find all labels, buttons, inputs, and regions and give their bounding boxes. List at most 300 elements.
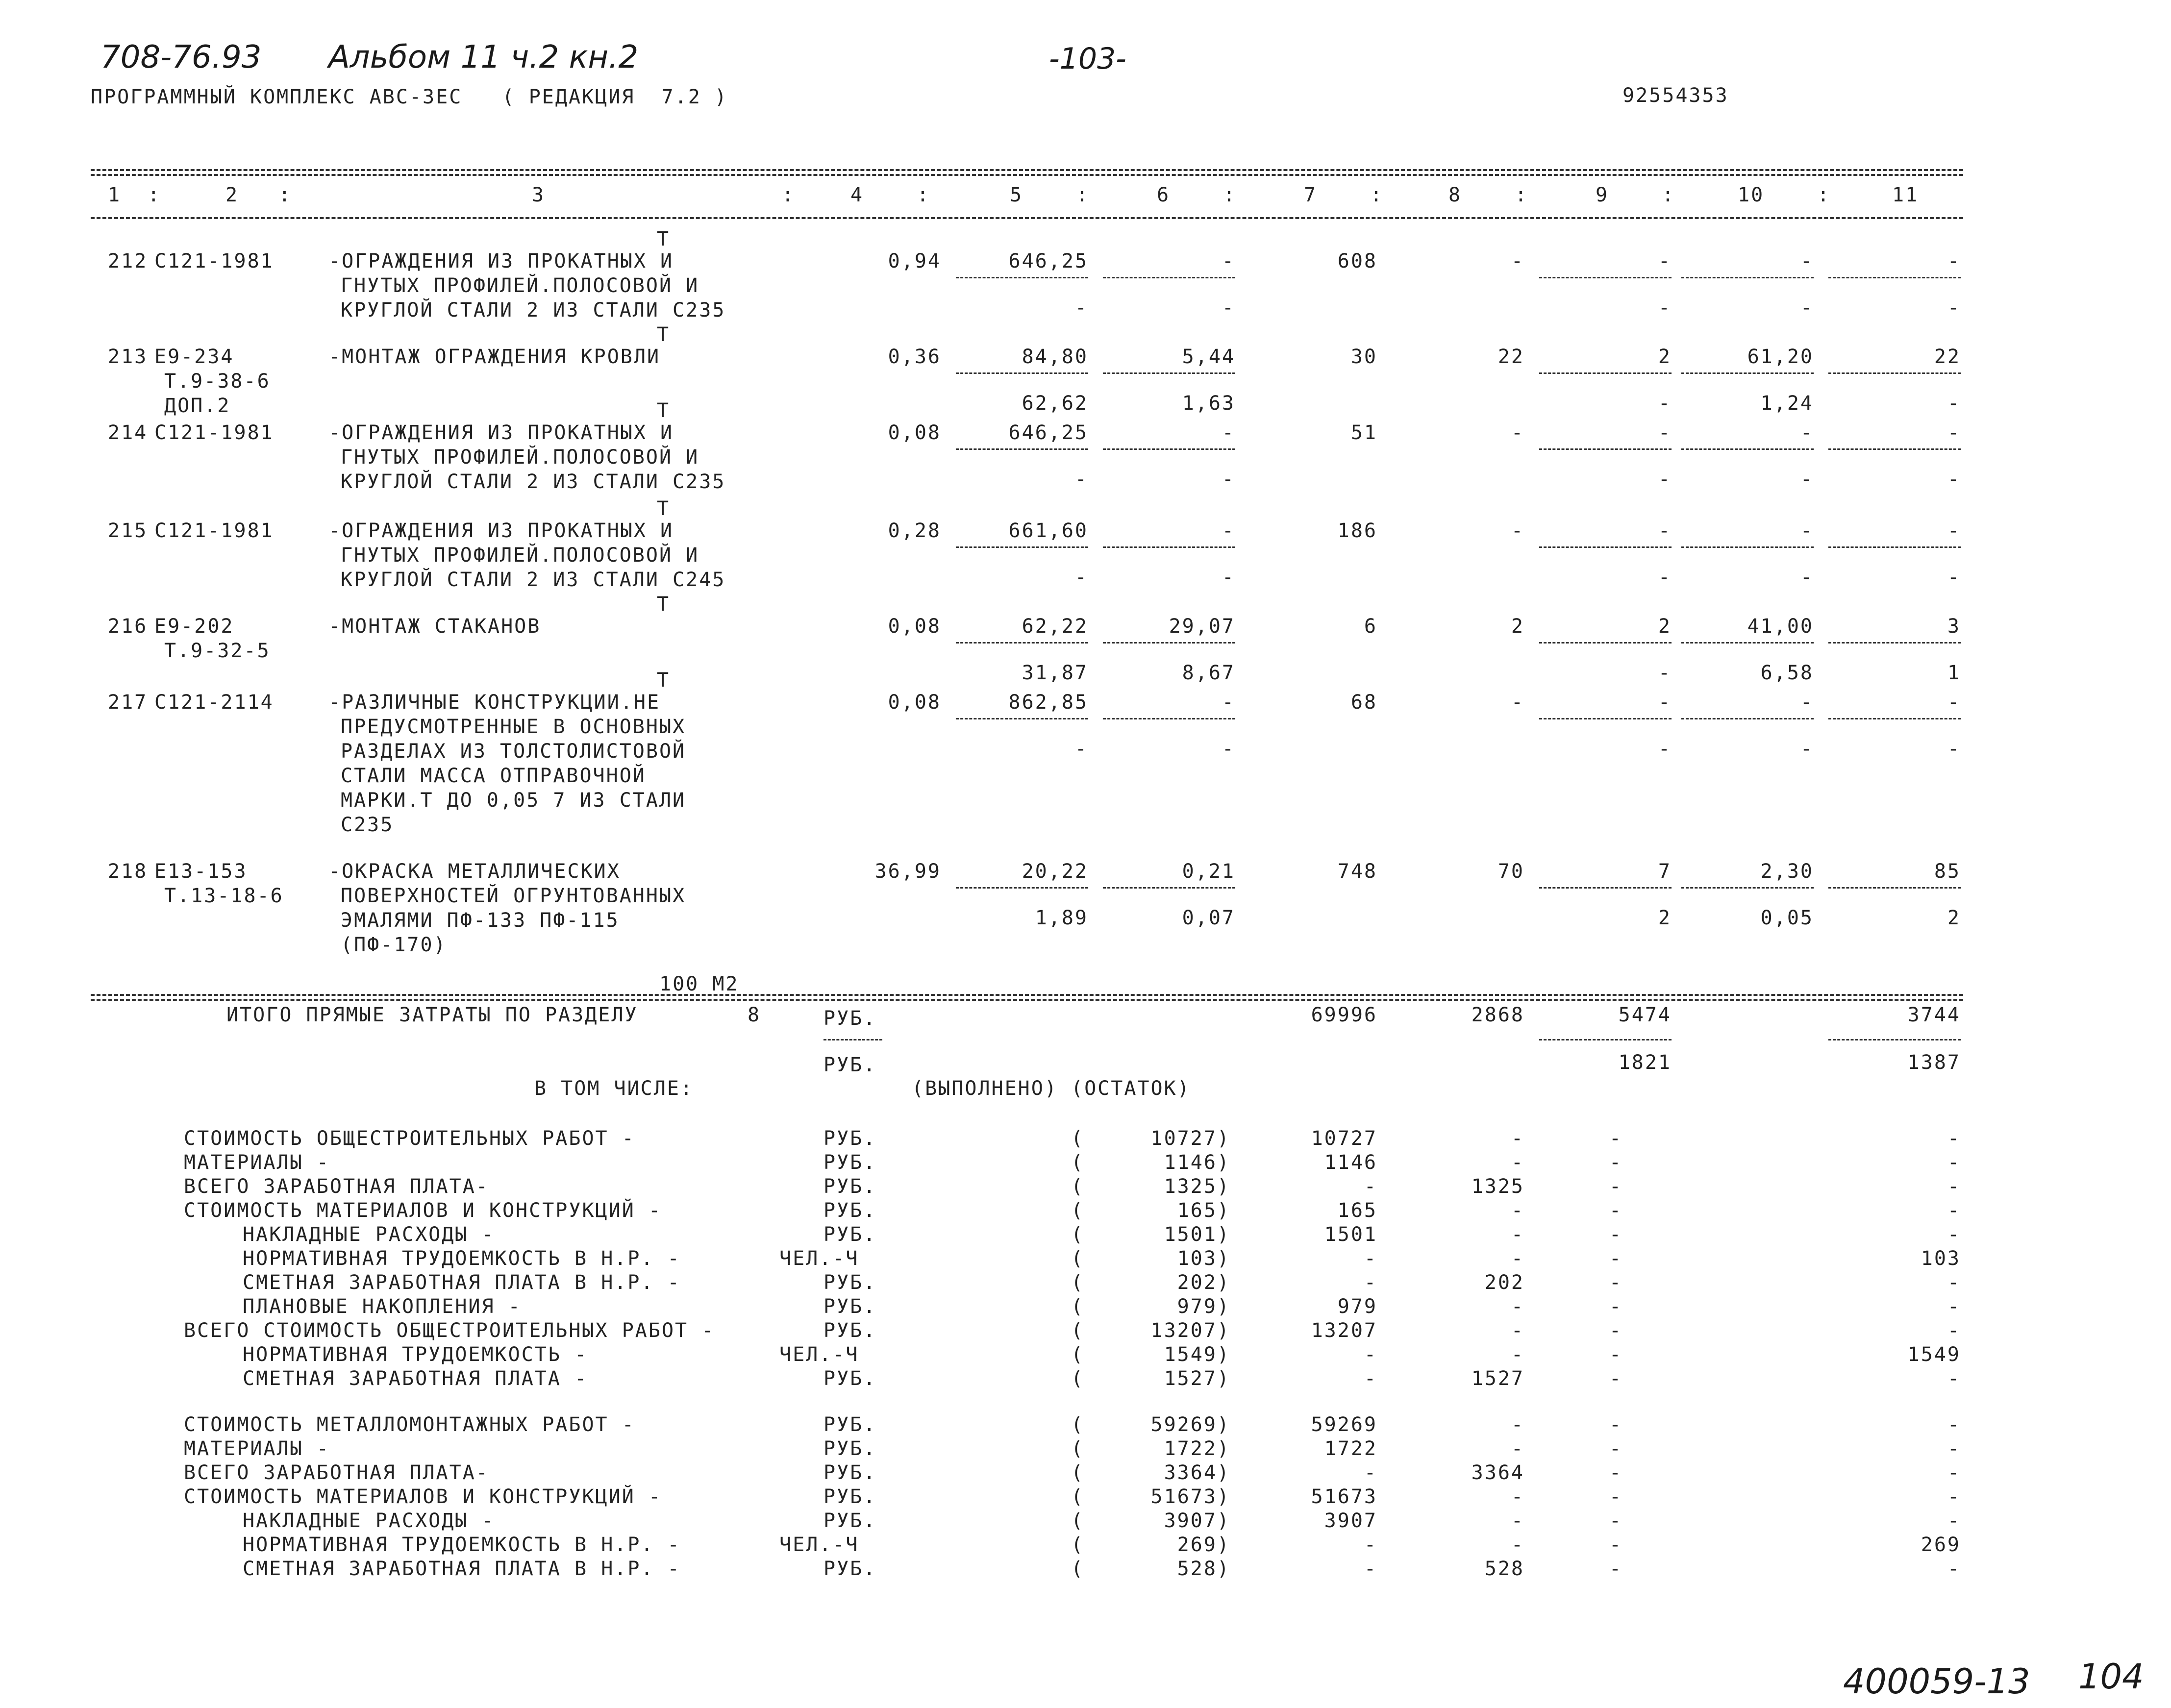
cell-col11: 85 bbox=[1934, 860, 1961, 883]
breakdown-col11: 269 bbox=[1921, 1534, 1961, 1556]
breakdown-value: 1527) bbox=[1164, 1367, 1230, 1390]
cell-col10: - bbox=[1800, 520, 1814, 542]
cell-col10: - bbox=[1800, 421, 1814, 444]
cell-col6-sub: 0,07 bbox=[1182, 907, 1235, 929]
sep-col6 bbox=[1103, 372, 1235, 374]
breakdown-col9: - bbox=[1609, 1151, 1622, 1174]
sep-col9 bbox=[1539, 718, 1672, 719]
quantity: 0,94 bbox=[888, 250, 941, 272]
sep-col6 bbox=[1103, 642, 1235, 644]
sep-col10 bbox=[1681, 372, 1814, 374]
breakdown-col9: - bbox=[1609, 1247, 1622, 1270]
breakdown-col11: - bbox=[1947, 1558, 1961, 1580]
unit-label: 100 М2 bbox=[659, 973, 739, 995]
breakdown-unit: РУБ. bbox=[823, 1127, 877, 1150]
cell-col9-sub: - bbox=[1658, 297, 1672, 319]
breakdown-label: СТОИМОСТЬ МАТЕРИАЛОВ И КОНСТРУКЦИЙ - bbox=[184, 1485, 662, 1508]
cell-col6: - bbox=[1222, 520, 1235, 542]
cell-col11-sub: 2 bbox=[1947, 907, 1961, 929]
cell-col6-sub: - bbox=[1222, 738, 1235, 760]
cell-col11-sub: - bbox=[1947, 468, 1961, 491]
quantity: 0,08 bbox=[888, 421, 941, 444]
unit-label: Т bbox=[657, 593, 671, 616]
breakdown-col9: - bbox=[1609, 1343, 1622, 1366]
breakdown-col11: - bbox=[1947, 1151, 1961, 1174]
cell-col9-sub: - bbox=[1658, 662, 1672, 684]
breakdown-col8: - bbox=[1511, 1247, 1524, 1270]
breakdown-unit: ЧЕЛ.-Ч bbox=[779, 1343, 859, 1366]
rate-code-sub: ДОП.2 bbox=[164, 395, 231, 417]
totals-sep-9 bbox=[1539, 1039, 1672, 1040]
open-paren: ( bbox=[1071, 1461, 1085, 1484]
description-line: ПОВЕРХНОСТЕЙ ОГРУНТОВАННЫХ bbox=[341, 885, 686, 907]
open-paren: ( bbox=[1071, 1199, 1085, 1222]
row-number: 216 bbox=[108, 615, 148, 638]
open-paren: ( bbox=[1071, 1413, 1085, 1436]
col-6: 6 : bbox=[1157, 184, 1237, 206]
breakdown-col8: - bbox=[1511, 1295, 1524, 1318]
breakdown-col8: - bbox=[1511, 1223, 1524, 1246]
cell-col8: - bbox=[1511, 421, 1524, 444]
col-4: 4 : bbox=[850, 184, 930, 206]
totals-unit: РУБ. bbox=[823, 1007, 877, 1030]
cell-col8: - bbox=[1511, 520, 1524, 542]
breakdown-col9: - bbox=[1609, 1175, 1622, 1198]
description-line: СТАЛИ МАССА ОТПРАВОЧНОЙ bbox=[341, 765, 646, 787]
sep-col11 bbox=[1828, 887, 1961, 889]
breakdown-col11: - bbox=[1947, 1510, 1961, 1532]
breakdown-col7: 1501 bbox=[1324, 1223, 1377, 1246]
including-label: В ТОМ ЧИСЛЕ: bbox=[534, 1077, 694, 1100]
breakdown-label: ПЛАНОВЫЕ НАКОПЛЕНИЯ - bbox=[243, 1295, 522, 1318]
open-paren: ( bbox=[1071, 1485, 1085, 1508]
breakdown-unit: РУБ. bbox=[823, 1558, 877, 1580]
rate-code-sub: Т.13-18-6 bbox=[164, 885, 284, 907]
breakdown-col11: - bbox=[1947, 1199, 1961, 1222]
breakdown-unit: РУБ. bbox=[823, 1485, 877, 1508]
cell-col9-sub: - bbox=[1658, 468, 1672, 491]
cell-col10: 61,20 bbox=[1747, 346, 1814, 368]
breakdown-col7: 165 bbox=[1337, 1199, 1377, 1222]
breakdown-col8: 1527 bbox=[1471, 1367, 1524, 1390]
breakdown-label: МАТЕРИАЛЫ - bbox=[184, 1437, 330, 1460]
cell-col11: - bbox=[1947, 421, 1961, 444]
cell-col10-sub: - bbox=[1800, 297, 1814, 319]
breakdown-value: 59269) bbox=[1150, 1413, 1230, 1436]
description-line: С235 bbox=[341, 814, 394, 836]
cell-col9-sub: - bbox=[1658, 738, 1672, 760]
description-line: -ОКРАСКА МЕТАЛЛИЧЕСКИХ bbox=[328, 860, 621, 883]
description-line: КРУГЛОЙ СТАЛИ 2 ИЗ СТАЛИ С245 bbox=[341, 569, 726, 591]
breakdown-col11: - bbox=[1947, 1319, 1961, 1342]
breakdown-unit: РУБ. bbox=[823, 1295, 877, 1318]
description-line: -РАЗЛИЧНЫЕ КОНСТРУКЦИИ.НЕ bbox=[328, 691, 661, 714]
cell-col7: 6 bbox=[1364, 615, 1377, 638]
cell-col5: 661,60 bbox=[1008, 520, 1088, 542]
breakdown-col9: - bbox=[1609, 1534, 1622, 1556]
sep-col11 bbox=[1828, 372, 1961, 374]
sep-col5 bbox=[956, 372, 1088, 374]
totals-unit2: РУБ. bbox=[823, 1054, 877, 1076]
col-sep-3: : bbox=[782, 184, 796, 206]
sep-col9 bbox=[1539, 448, 1672, 450]
breakdown-label: СМЕТНАЯ ЗАРАБОТНАЯ ПЛАТА В Н.Р. - bbox=[243, 1271, 681, 1294]
breakdown-value: 269) bbox=[1177, 1534, 1230, 1556]
breakdown-col7: 1722 bbox=[1324, 1437, 1377, 1460]
sep-col6 bbox=[1103, 546, 1235, 548]
breakdown-label: НОРМАТИВНАЯ ТРУДОЕМКОСТЬ В Н.Р. - bbox=[243, 1534, 681, 1556]
breakdown-value: 202) bbox=[1177, 1271, 1230, 1294]
handwritten-page: 104 bbox=[2078, 1657, 2144, 1697]
cell-col9: 2 bbox=[1658, 346, 1672, 368]
col-7: 7 : bbox=[1304, 184, 1384, 206]
cell-col6-sub: 8,67 bbox=[1182, 662, 1235, 684]
open-paren: ( bbox=[1071, 1437, 1085, 1460]
sep-col10 bbox=[1681, 546, 1814, 548]
breakdown-col9: - bbox=[1609, 1485, 1622, 1508]
breakdown-col11: - bbox=[1947, 1271, 1961, 1294]
cell-col5-sub: - bbox=[1074, 297, 1088, 319]
breakdown-col9: - bbox=[1609, 1367, 1622, 1390]
breakdown-col7: - bbox=[1364, 1461, 1377, 1484]
breakdown-col9: - bbox=[1609, 1510, 1622, 1532]
description-line: ГНУТЫХ ПРОФИЛЕЙ.ПОЛОСОВОЙ И bbox=[341, 446, 699, 469]
cell-col5-sub: 1,89 bbox=[1035, 907, 1088, 929]
unit-label: Т bbox=[657, 669, 671, 692]
quantity: 0,28 bbox=[888, 520, 941, 542]
cell-col10-sub: - bbox=[1800, 566, 1814, 589]
sep-col5 bbox=[956, 277, 1088, 278]
col-1: 1 : bbox=[108, 184, 161, 206]
cell-col6: - bbox=[1222, 691, 1235, 714]
row-number: 218 bbox=[108, 860, 148, 883]
quantity: 36,99 bbox=[874, 860, 941, 883]
cell-col11: - bbox=[1947, 691, 1961, 714]
quantity: 0,08 bbox=[888, 615, 941, 638]
cell-col6: - bbox=[1222, 250, 1235, 272]
program-line: ПРОГРАММНЫЙ КОМПЛЕКС АВС-ЗЕС ( РЕДАКЦИЯ 7.2 ) bbox=[91, 86, 728, 108]
totals-c11b: 1387 bbox=[1907, 1051, 1961, 1074]
cell-col7: 51 bbox=[1350, 421, 1377, 444]
cell-col8: - bbox=[1511, 250, 1524, 272]
breakdown-col9: - bbox=[1609, 1437, 1622, 1460]
breakdown-unit: РУБ. bbox=[823, 1223, 877, 1246]
cell-col11-sub: - bbox=[1947, 392, 1961, 415]
cell-col5: 62,22 bbox=[1022, 615, 1088, 638]
open-paren: ( bbox=[1071, 1367, 1085, 1390]
cell-col10: - bbox=[1800, 250, 1814, 272]
breakdown-col9: - bbox=[1609, 1127, 1622, 1150]
description-line: -ОГРАЖДЕНИЯ ИЗ ПРОКАТНЫХ И bbox=[328, 250, 674, 272]
description-line: РАЗДЕЛАХ ИЗ ТОЛСТОЛИСТОВОЙ bbox=[341, 740, 686, 763]
breakdown-col11: - bbox=[1947, 1485, 1961, 1508]
totals-sep-unit bbox=[823, 1039, 882, 1040]
breakdown-col7: - bbox=[1364, 1175, 1377, 1198]
breakdown-label: СМЕТНАЯ ЗАРАБОТНАЯ ПЛАТА - bbox=[243, 1367, 588, 1390]
totals-c9: 5474 bbox=[1618, 1004, 1672, 1026]
breakdown-label: СТОИМОСТЬ ОБЩЕСТРОИТЕЛЬНЫХ РАБОТ - bbox=[184, 1127, 635, 1150]
header-rule-bottom bbox=[91, 217, 1963, 219]
unit-label: Т bbox=[657, 399, 671, 422]
breakdown-unit: РУБ. bbox=[823, 1461, 877, 1484]
breakdown-col7: - bbox=[1364, 1367, 1377, 1390]
breakdown-col8: 528 bbox=[1484, 1558, 1524, 1580]
cell-col9-sub: - bbox=[1658, 566, 1672, 589]
sep-col10 bbox=[1681, 887, 1814, 889]
open-paren: ( bbox=[1071, 1151, 1085, 1174]
breakdown-col9: - bbox=[1609, 1319, 1622, 1342]
breakdown-col11: - bbox=[1947, 1127, 1961, 1150]
col-10: 10 : bbox=[1738, 184, 1831, 206]
totals-c11: 3744 bbox=[1907, 1004, 1961, 1026]
breakdown-unit: РУБ. bbox=[823, 1367, 877, 1390]
breakdown-col8: - bbox=[1511, 1437, 1524, 1460]
breakdown-col7: 51673 bbox=[1311, 1485, 1377, 1508]
description-line: -МОНТАЖ СТАКАНОВ bbox=[328, 615, 541, 638]
sep-col11 bbox=[1828, 277, 1961, 278]
unit-label: Т bbox=[657, 323, 671, 346]
cell-col9: 7 bbox=[1658, 860, 1672, 883]
breakdown-value: 1549) bbox=[1164, 1343, 1230, 1366]
cell-col5: 84,80 bbox=[1022, 346, 1088, 368]
sep-col11 bbox=[1828, 642, 1961, 644]
cell-col10-sub: 6,58 bbox=[1760, 662, 1814, 684]
col-11: 11 bbox=[1892, 184, 1919, 206]
cell-col11: 22 bbox=[1934, 346, 1961, 368]
breakdown-label: НОРМАТИВНАЯ ТРУДОЕМКОСТЬ В Н.Р. - bbox=[243, 1247, 681, 1270]
totals-section: 8 bbox=[748, 1004, 761, 1026]
row-number: 214 bbox=[108, 421, 148, 444]
cell-col10-sub: 1,24 bbox=[1760, 392, 1814, 415]
breakdown-col7: 1146 bbox=[1324, 1151, 1377, 1174]
open-paren: ( bbox=[1071, 1343, 1085, 1366]
cell-col5: 646,25 bbox=[1008, 421, 1088, 444]
page-number: -103- bbox=[1049, 42, 1126, 76]
cell-col7: 608 bbox=[1337, 250, 1377, 272]
open-paren: ( bbox=[1071, 1319, 1085, 1342]
description-line: -МОНТАЖ ОГРАЖДЕНИЯ КРОВЛИ bbox=[328, 346, 661, 368]
cell-col6-sub: - bbox=[1222, 297, 1235, 319]
handwritten-code: 708-76.93 bbox=[100, 39, 262, 75]
breakdown-col11: - bbox=[1947, 1175, 1961, 1198]
unit-label: Т bbox=[657, 497, 671, 520]
open-paren: ( bbox=[1071, 1271, 1085, 1294]
breakdown-label: НАКЛАДНЫЕ РАСХОДЫ - bbox=[243, 1223, 495, 1246]
row-number: 213 bbox=[108, 346, 148, 368]
sep-col5 bbox=[956, 642, 1088, 644]
breakdown-col8: - bbox=[1511, 1127, 1524, 1150]
cell-col11-sub: - bbox=[1947, 297, 1961, 319]
cell-col11-sub: 1 bbox=[1947, 662, 1961, 684]
sep-col10 bbox=[1681, 448, 1814, 450]
description-line: ГНУТЫХ ПРОФИЛЕЙ.ПОЛОСОВОЙ И bbox=[341, 544, 699, 567]
breakdown-col11: - bbox=[1947, 1367, 1961, 1390]
totals-c9b: 1821 bbox=[1618, 1051, 1672, 1074]
done-remaining-label: (ВЫПОЛНЕНО) (ОСТАТОК) bbox=[912, 1077, 1191, 1100]
breakdown-unit: РУБ. bbox=[823, 1413, 877, 1436]
description-line: ГНУТЫХ ПРОФИЛЕЙ.ПОЛОСОВОЙ И bbox=[341, 274, 699, 297]
breakdown-unit: РУБ. bbox=[823, 1175, 877, 1198]
rate-code: С121-1981 bbox=[154, 250, 274, 272]
breakdown-col8: - bbox=[1511, 1343, 1524, 1366]
sep-col11 bbox=[1828, 718, 1961, 719]
breakdown-col9: - bbox=[1609, 1199, 1622, 1222]
cell-col7: 748 bbox=[1337, 860, 1377, 883]
description-line: КРУГЛОЙ СТАЛИ 2 ИЗ СТАЛИ С235 bbox=[341, 299, 726, 322]
doc-number: 92554353 bbox=[1622, 84, 1729, 107]
breakdown-col8: 1325 bbox=[1471, 1175, 1524, 1198]
cell-col5-sub: - bbox=[1074, 566, 1088, 589]
cell-col9: - bbox=[1658, 691, 1672, 714]
cell-col8: 22 bbox=[1497, 346, 1524, 368]
cell-col7: 30 bbox=[1350, 346, 1377, 368]
handwritten-album: Альбом 11 ч.2 кн.2 bbox=[328, 39, 639, 75]
sep-col9 bbox=[1539, 546, 1672, 548]
sep-col5 bbox=[956, 546, 1088, 548]
breakdown-col9: - bbox=[1609, 1223, 1622, 1246]
cell-col8: 2 bbox=[1511, 615, 1524, 638]
cell-col9-sub: 2 bbox=[1658, 907, 1672, 929]
breakdown-unit: РУБ. bbox=[823, 1199, 877, 1222]
cell-col8: 70 bbox=[1497, 860, 1524, 883]
totals-c7: 69996 bbox=[1311, 1004, 1377, 1026]
breakdown-label: СТОИМОСТЬ МЕТАЛЛОМОНТАЖНЫХ РАБОТ - bbox=[184, 1413, 635, 1436]
rate-code: С121-1981 bbox=[154, 421, 274, 444]
open-paren: ( bbox=[1071, 1295, 1085, 1318]
sep-col10 bbox=[1681, 718, 1814, 719]
breakdown-value: 1325) bbox=[1164, 1175, 1230, 1198]
handwritten-ref: 400059-13 bbox=[1843, 1661, 2030, 1702]
cell-col5-sub: 31,87 bbox=[1022, 662, 1088, 684]
breakdown-value: 528) bbox=[1177, 1558, 1230, 1580]
breakdown-col9: - bbox=[1609, 1295, 1622, 1318]
totals-rule2 bbox=[91, 999, 1963, 1001]
cell-col5: 646,25 bbox=[1008, 250, 1088, 272]
open-paren: ( bbox=[1071, 1127, 1085, 1150]
sep-col9 bbox=[1539, 277, 1672, 278]
cell-col5: 20,22 bbox=[1022, 860, 1088, 883]
col-2: 2 : bbox=[225, 184, 292, 206]
breakdown-label: СТОИМОСТЬ МАТЕРИАЛОВ И КОНСТРУКЦИЙ - bbox=[184, 1199, 662, 1222]
cell-col6: 5,44 bbox=[1182, 346, 1235, 368]
breakdown-col7: - bbox=[1364, 1558, 1377, 1580]
breakdown-unit: РУБ. bbox=[823, 1510, 877, 1532]
description-line: ПРЕДУСМОТРЕННЫЕ В ОСНОВНЫХ bbox=[341, 716, 686, 738]
description-line: (ПФ-170) bbox=[341, 934, 447, 956]
cell-col10-sub: 0,05 bbox=[1760, 907, 1814, 929]
breakdown-col11: 1549 bbox=[1907, 1343, 1961, 1366]
cell-col5: 862,85 bbox=[1008, 691, 1088, 714]
description-line: КРУГЛОЙ СТАЛИ 2 ИЗ СТАЛИ С235 bbox=[341, 470, 726, 493]
open-paren: ( bbox=[1071, 1247, 1085, 1270]
cell-col7: 186 bbox=[1337, 520, 1377, 542]
cell-col6: - bbox=[1222, 421, 1235, 444]
breakdown-col8: - bbox=[1511, 1485, 1524, 1508]
cell-col5-sub: - bbox=[1074, 468, 1088, 491]
rate-code: Е9-202 bbox=[154, 615, 234, 638]
rate-code: С121-2114 bbox=[154, 691, 274, 714]
cell-col11: - bbox=[1947, 520, 1961, 542]
breakdown-col8: - bbox=[1511, 1199, 1524, 1222]
breakdown-col11: - bbox=[1947, 1437, 1961, 1460]
cell-col5-sub: 62,62 bbox=[1022, 392, 1088, 415]
breakdown-unit: ЧЕЛ.-Ч bbox=[779, 1247, 859, 1270]
sep-col11 bbox=[1828, 546, 1961, 548]
breakdown-col7: - bbox=[1364, 1247, 1377, 1270]
breakdown-col11: - bbox=[1947, 1223, 1961, 1246]
breakdown-value: 165) bbox=[1177, 1199, 1230, 1222]
totals-c8: 2868 bbox=[1471, 1004, 1524, 1026]
breakdown-col7: 979 bbox=[1337, 1295, 1377, 1318]
cell-col8: - bbox=[1511, 691, 1524, 714]
breakdown-unit: РУБ. bbox=[823, 1271, 877, 1294]
description-line: МАРКИ.Т ДО 0,05 7 ИЗ СТАЛИ bbox=[341, 789, 686, 812]
sep-col9 bbox=[1539, 887, 1672, 889]
breakdown-col11: - bbox=[1947, 1413, 1961, 1436]
sep-col6 bbox=[1103, 718, 1235, 719]
sep-col5 bbox=[956, 448, 1088, 450]
breakdown-col11: - bbox=[1947, 1461, 1961, 1484]
breakdown-label: ВСЕГО ЗАРАБОТНАЯ ПЛАТА- bbox=[184, 1175, 489, 1198]
header-rule-top bbox=[91, 169, 1963, 171]
breakdown-col9: - bbox=[1609, 1271, 1622, 1294]
cell-col10-sub: - bbox=[1800, 468, 1814, 491]
breakdown-value: 1501) bbox=[1164, 1223, 1230, 1246]
breakdown-value: 3364) bbox=[1164, 1461, 1230, 1484]
rate-code: Е13-153 bbox=[154, 860, 248, 883]
breakdown-col9: - bbox=[1609, 1558, 1622, 1580]
cell-col10: 41,00 bbox=[1747, 615, 1814, 638]
breakdown-value: 1146) bbox=[1164, 1151, 1230, 1174]
rate-code-sub: Т.9-38-6 bbox=[164, 370, 271, 393]
cell-col10-sub: - bbox=[1800, 738, 1814, 760]
open-paren: ( bbox=[1071, 1558, 1085, 1580]
breakdown-col8: - bbox=[1511, 1319, 1524, 1342]
breakdown-label: МАТЕРИАЛЫ - bbox=[184, 1151, 330, 1174]
breakdown-value: 3907) bbox=[1164, 1510, 1230, 1532]
breakdown-label: СМЕТНАЯ ЗАРАБОТНАЯ ПЛАТА В Н.Р. - bbox=[243, 1558, 681, 1580]
cell-col11: - bbox=[1947, 250, 1961, 272]
breakdown-col9: - bbox=[1609, 1413, 1622, 1436]
breakdown-col8: - bbox=[1511, 1534, 1524, 1556]
sep-col10 bbox=[1681, 277, 1814, 278]
breakdown-col9: - bbox=[1609, 1461, 1622, 1484]
cell-col6-sub: 1,63 bbox=[1182, 392, 1235, 415]
breakdown-col11: 103 bbox=[1921, 1247, 1961, 1270]
totals-label: ИТОГО ПРЯМЫЕ ЗАТРАТЫ ПО РАЗДЕЛУ bbox=[226, 1004, 638, 1026]
breakdown-col8: - bbox=[1511, 1151, 1524, 1174]
description-line: ЭМАЛЯМИ ПФ-133 ПФ-115 bbox=[341, 909, 620, 932]
col-8: 8 : bbox=[1448, 184, 1528, 206]
breakdown-label: ВСЕГО ЗАРАБОТНАЯ ПЛАТА- bbox=[184, 1461, 489, 1484]
breakdown-value: 10727) bbox=[1150, 1127, 1230, 1150]
cell-col6-sub: - bbox=[1222, 566, 1235, 589]
row-number: 212 bbox=[108, 250, 148, 272]
breakdown-label: НОРМАТИВНАЯ ТРУДОЕМКОСТЬ - bbox=[243, 1343, 588, 1366]
breakdown-col7: - bbox=[1364, 1343, 1377, 1366]
breakdown-col7: 13207 bbox=[1311, 1319, 1377, 1342]
col-9: 9 : bbox=[1596, 184, 1675, 206]
breakdown-col7: - bbox=[1364, 1271, 1377, 1294]
breakdown-col8: 202 bbox=[1484, 1271, 1524, 1294]
breakdown-value: 103) bbox=[1177, 1247, 1230, 1270]
sep-col9 bbox=[1539, 642, 1672, 644]
cell-col9: - bbox=[1658, 421, 1672, 444]
col-3: 3 bbox=[532, 184, 546, 206]
description-line: -ОГРАЖДЕНИЯ ИЗ ПРОКАТНЫХ И bbox=[328, 520, 674, 542]
cell-col5-sub: - bbox=[1074, 738, 1088, 760]
breakdown-col8: - bbox=[1511, 1413, 1524, 1436]
